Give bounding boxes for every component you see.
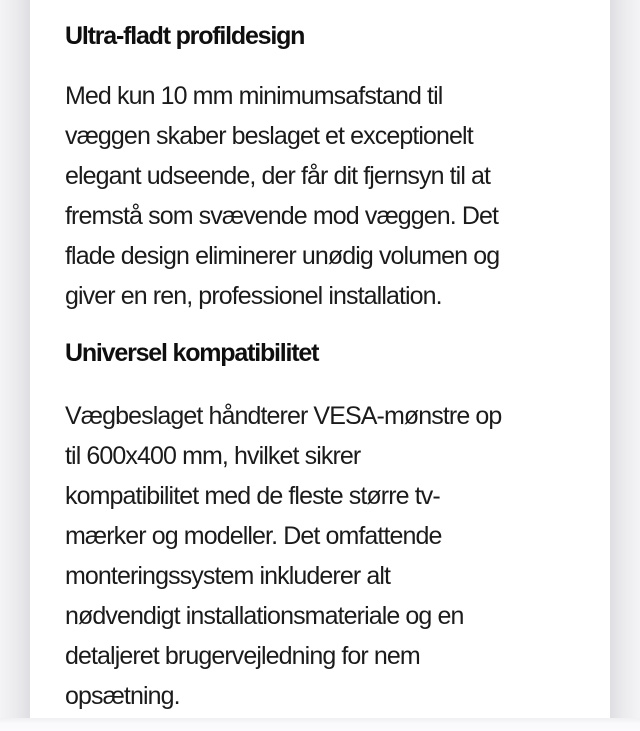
content-area <box>30 0 610 718</box>
section-heading: Universel kompatibilitet <box>65 339 319 367</box>
paragraph <box>65 396 590 716</box>
text-line: Vægbeslaget håndterer VESA-mønstre op <box>65 402 502 430</box>
section-heading: Ultra-fladt profildesign <box>65 22 305 50</box>
text-line: opsætning. <box>65 682 180 710</box>
text-line: giver en ren, professionel installation. <box>65 282 442 310</box>
text-line: Med kun 10 mm minimumsafstand til <box>65 82 443 110</box>
section-compatibility <box>65 338 590 716</box>
text-line: mærker og modeller. Det omfattende <box>65 522 442 550</box>
text-line: monteringssystem inkluderer alt <box>65 562 391 590</box>
text-line: elegant udseende, der får dit fjernsyn til at <box>65 162 491 190</box>
section-profile-design <box>65 21 590 316</box>
text-line: kompatibilitet med de fleste større tv- <box>65 482 440 510</box>
text-line: nødvendigt installationsmateriale og en <box>65 602 464 630</box>
paragraph <box>65 76 590 316</box>
text-line: væggen skaber beslaget et exceptionelt <box>65 122 473 150</box>
text-line: fremstå som svævende mod væggen. Det <box>65 202 499 230</box>
text-line: til 600x400 mm, hvilket sikrer <box>65 442 361 470</box>
text-line: flade design eliminerer unødig volumen og <box>65 242 500 270</box>
right-page-gutter <box>610 0 640 731</box>
text-line: detaljeret brugervejledning for nem <box>65 642 420 670</box>
left-page-gutter <box>0 0 30 731</box>
bottom-section-divider <box>0 718 640 731</box>
